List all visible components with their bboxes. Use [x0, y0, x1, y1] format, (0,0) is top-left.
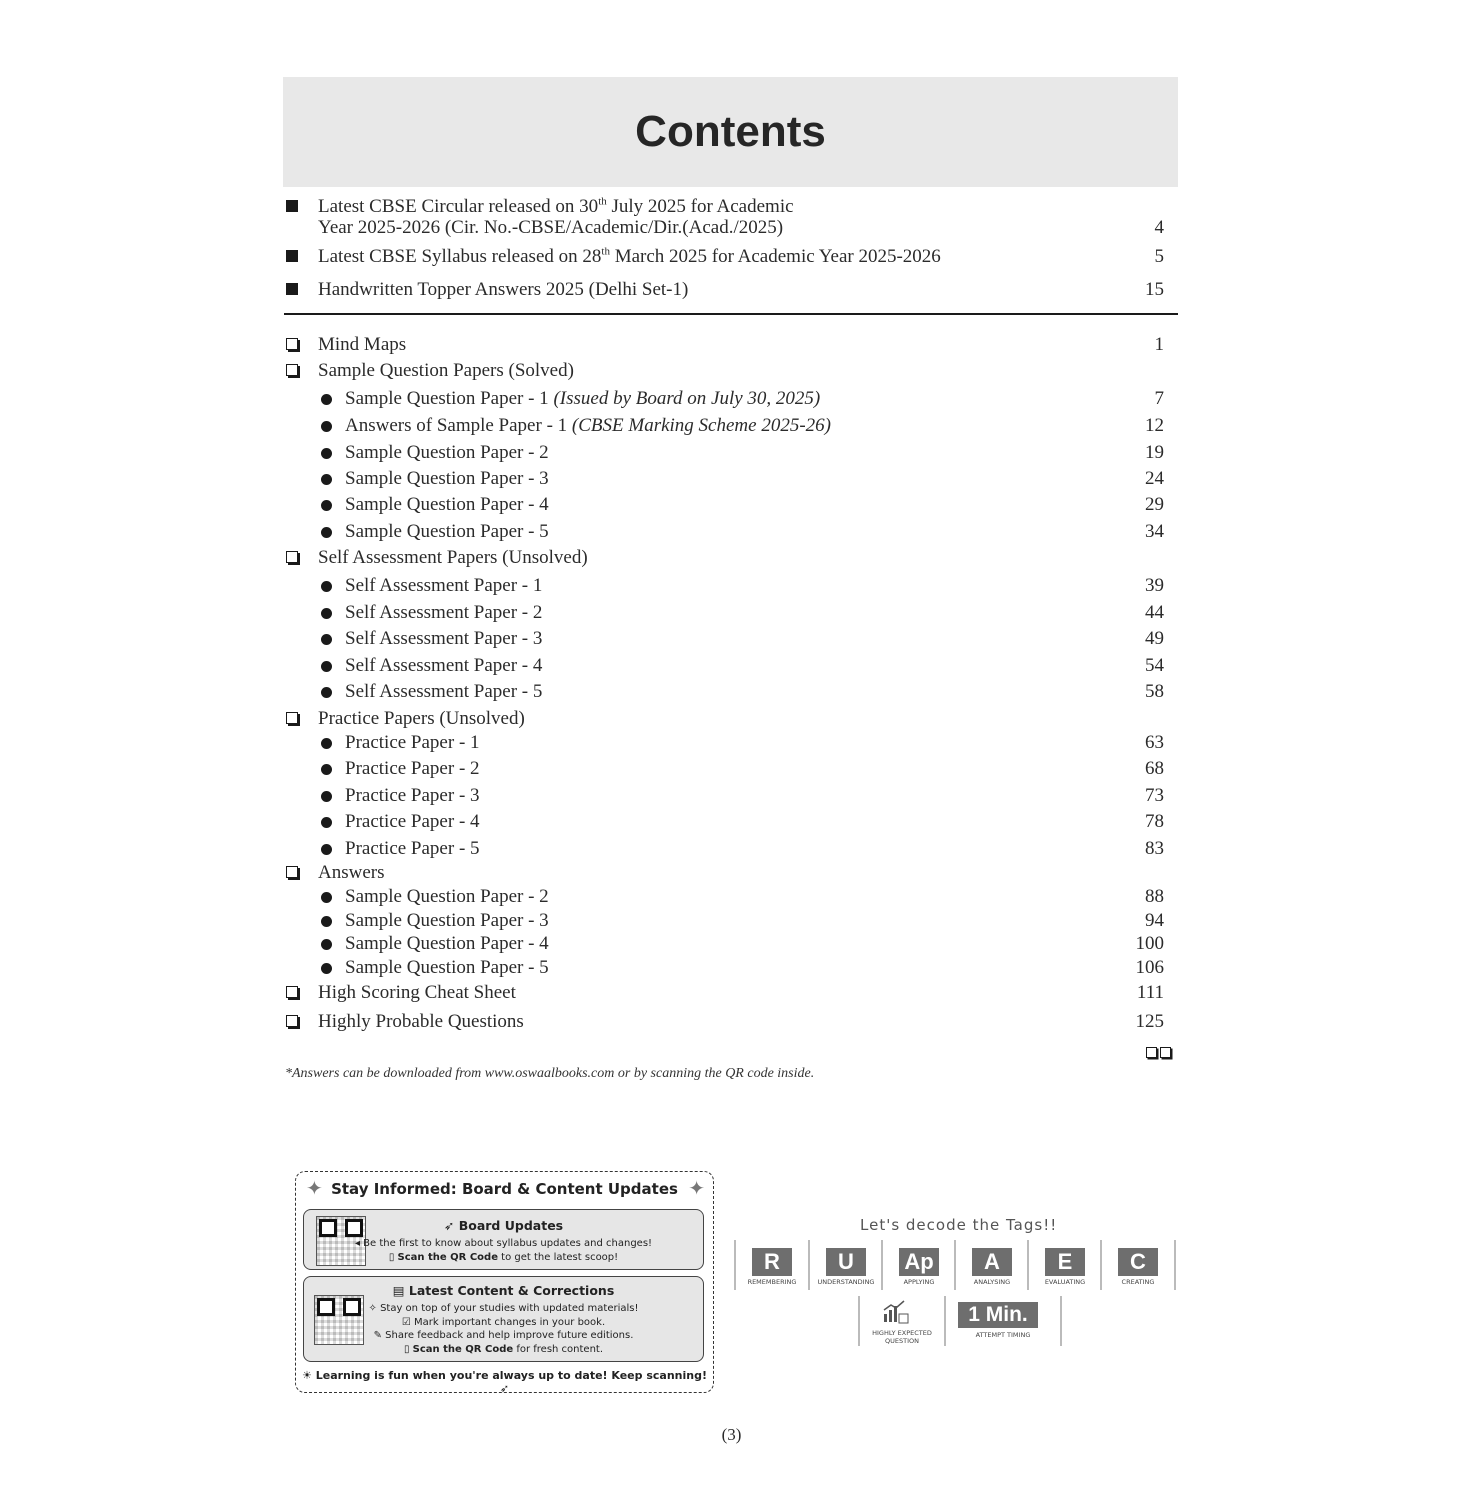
- filled-square-icon: [286, 250, 298, 262]
- tag-letter: A: [972, 1248, 1012, 1276]
- toc-text: Self Assessment Paper - 1: [345, 575, 543, 596]
- info-box-title: Stay Informed: Board & Content Updates: [331, 1180, 678, 1198]
- page-number: 68: [1145, 758, 1164, 779]
- bullet-icon: [321, 661, 332, 672]
- rocket-icon: ➶: [443, 1218, 459, 1233]
- page-number: 1: [1154, 334, 1164, 355]
- tag-evaluating: [1027, 1240, 1101, 1290]
- toc-text: Sample Question Paper - 5: [345, 957, 549, 978]
- lightbulb-icon: ☀: [302, 1369, 316, 1382]
- tag-label: ANALYSING: [973, 1278, 1011, 1286]
- tag-label: APPLYING: [903, 1278, 935, 1286]
- board-updates-title: ➶ Board Updates: [443, 1218, 564, 1233]
- board-updates-panel: [303, 1209, 704, 1270]
- tags-legend-title: Let's decode the Tags!!: [860, 1216, 1058, 1234]
- toc-text: Sample Question Paper - 2: [345, 886, 549, 907]
- contents-header: [283, 77, 1178, 187]
- open-square-icon: [286, 551, 298, 563]
- tag-letter: U: [826, 1248, 866, 1276]
- page-number: 7: [1154, 388, 1164, 409]
- books-icon: ▤: [392, 1283, 409, 1298]
- bullet-icon: [321, 421, 332, 432]
- tag-label: EVALUATING: [1044, 1278, 1086, 1286]
- page-number: 111: [1136, 982, 1164, 1003]
- page-number: 100: [1135, 933, 1164, 954]
- page-number: 24: [1145, 468, 1164, 489]
- page-number: 19: [1145, 442, 1164, 463]
- toc-text: Sample Question Paper - 3: [345, 468, 549, 489]
- toc-text: Year 2025-2026 (Cir. No.-CBSE/Academic/Dir.(Acad./2025): [318, 217, 784, 238]
- toc-text: Practice Paper - 1: [345, 732, 480, 753]
- party-popper-icon: ✦: [306, 1176, 323, 1200]
- bullet-icon: [321, 916, 332, 927]
- tag-label: UNDERSTANDING: [817, 1278, 875, 1286]
- page-number: 15: [1145, 279, 1164, 300]
- bullet-icon: [321, 474, 332, 485]
- bullet-icon: [321, 394, 332, 405]
- open-square-icon: [286, 712, 298, 724]
- tag-label: REMEMBERING: [747, 1278, 797, 1286]
- bullet-icon: [321, 817, 332, 828]
- info-box-footer: ☀ Learning is fun when you're always up to date! Keep scanning! ➶: [302, 1369, 707, 1395]
- tag-label: QUESTION: [885, 1337, 919, 1345]
- divider: [284, 313, 1178, 315]
- page-number: 94: [1145, 910, 1164, 931]
- tag-letter: C: [1118, 1248, 1158, 1276]
- tag-label: ATTEMPT TIMING: [975, 1331, 1031, 1339]
- toc-text: Sample Question Paper - 4: [345, 933, 549, 954]
- chat-icon: ✎: [373, 1330, 386, 1341]
- tag-letter: Ap: [899, 1248, 939, 1276]
- page-number: 49: [1145, 628, 1164, 649]
- toc-text: Sample Question Paper - 4: [345, 494, 549, 515]
- phone-icon: ▯: [403, 1344, 413, 1355]
- check-icon: ☑: [401, 1317, 415, 1328]
- page-number: 78: [1145, 811, 1164, 832]
- page-number: 125: [1135, 1011, 1164, 1032]
- sparkle-icon: ✧: [368, 1303, 381, 1314]
- phone-icon: ▯: [388, 1252, 398, 1263]
- latest-content-line: ☑ Mark important changes in your book.: [401, 1317, 606, 1328]
- tag-timing-value: 1 Min.: [958, 1302, 1038, 1328]
- bullet-icon: [321, 892, 332, 903]
- bullet-icon: [321, 963, 332, 974]
- open-square-icon: [286, 1015, 298, 1027]
- page-number-footer: (3): [721, 1425, 742, 1444]
- tag-understanding: [808, 1240, 882, 1290]
- toc-text: High Scoring Cheat Sheet: [318, 982, 516, 1003]
- bullet-icon: [321, 687, 332, 698]
- bullet-icon: [321, 791, 332, 802]
- toc-text: Practice Paper - 5: [345, 838, 480, 859]
- page-number: 39: [1145, 575, 1164, 596]
- latest-content-line: ✧ Stay on top of your studies with updated materials!: [368, 1303, 639, 1314]
- toc-text: Mind Maps: [318, 334, 407, 355]
- page-number: 44: [1145, 602, 1164, 623]
- bullet-icon: [321, 608, 332, 619]
- toc-text: Sample Question Paper - 5: [345, 521, 549, 542]
- tag-remembering: [734, 1240, 808, 1290]
- bullet-icon: [321, 738, 332, 749]
- toc-text: Self Assessment Paper - 3: [345, 628, 543, 649]
- tag-highly-expected: [858, 1296, 944, 1346]
- page-number: 5: [1154, 246, 1164, 267]
- megaphone-icon: ◂: [354, 1238, 364, 1249]
- tag-letter: E: [1045, 1248, 1085, 1276]
- page-number: 29: [1145, 494, 1164, 515]
- bullet-icon: [321, 634, 332, 645]
- bullet-icon: [321, 939, 332, 950]
- tag-analysing: [954, 1240, 1028, 1290]
- page-number: 54: [1145, 655, 1164, 676]
- tag-applying: [881, 1240, 955, 1290]
- latest-content-panel: [303, 1276, 704, 1362]
- toc-text: Practice Paper - 2: [345, 758, 480, 779]
- page-number: 63: [1145, 732, 1164, 753]
- bullet-icon: [321, 764, 332, 775]
- filled-square-icon: [286, 200, 298, 212]
- open-square-icon: [286, 866, 298, 878]
- bullet-icon: [321, 500, 332, 511]
- page-number: 83: [1145, 838, 1164, 859]
- toc-text: Self Assessment Paper - 5: [345, 681, 543, 702]
- bullet-icon: [321, 527, 332, 538]
- latest-content-title: ▤ Latest Content & Corrections: [392, 1283, 615, 1298]
- board-updates-line: ◂ Be the first to know about syllabus updates and changes!: [354, 1238, 653, 1249]
- footnote: *Answers can be downloaded from www.oswaalbooks.com or by scanning the QR code inside.: [285, 1066, 815, 1081]
- toc-text: Sample Question Paper - 2: [345, 442, 549, 463]
- page-number: 88: [1145, 886, 1164, 907]
- toc-text: Sample Question Paper - 3: [345, 910, 549, 931]
- toc-text: Sample Question Paper - 1 (Issued by Board on July 30, 2025): [345, 388, 821, 409]
- tag-letter: R: [752, 1248, 792, 1276]
- bullet-icon: [321, 844, 332, 855]
- party-popper-icon: ✦: [688, 1176, 705, 1200]
- toc-text: Self Assessment Papers (Unsolved): [318, 547, 588, 568]
- toc-text: Answers: [318, 862, 385, 883]
- toc-text: Practice Paper - 4: [345, 811, 480, 832]
- tag-label: HIGHLY EXPECTED: [872, 1329, 932, 1337]
- tag-creating: [1100, 1240, 1176, 1290]
- toc-text: Practice Papers (Unsolved): [318, 708, 525, 729]
- toc-text: Self Assessment Paper - 4: [345, 655, 543, 676]
- bar-chart-icon: [882, 1300, 910, 1324]
- toc-text: Handwritten Topper Answers 2025 (Delhi Set-1): [318, 279, 689, 300]
- bullet-icon: [321, 581, 332, 592]
- latest-content-line: ✎ Share feedback and help improve future editions.: [373, 1330, 634, 1341]
- page-number: 34: [1145, 521, 1164, 542]
- toc-text: Latest CBSE Circular released on 30th July 2025 for Academic: [318, 195, 794, 217]
- page-number: 73: [1145, 785, 1164, 806]
- toc-text: Answers of Sample Paper - 1 (CBSE Marking Scheme 2025-26): [345, 415, 831, 436]
- open-square-icon: [286, 986, 298, 998]
- filled-square-icon: [286, 283, 298, 295]
- toc-text: Self Assessment Paper - 2: [345, 602, 543, 623]
- toc-text: Highly Probable Questions: [318, 1011, 524, 1032]
- open-square-icon: [286, 364, 298, 376]
- toc-text: Latest CBSE Syllabus released on 28th March 2025 for Academic Year 2025-2026: [318, 245, 941, 267]
- page-number: 106: [1135, 957, 1164, 978]
- board-updates-line: ▯ Scan the QR Code to get the latest scoop!: [388, 1252, 619, 1263]
- page-number: 12: [1145, 415, 1164, 436]
- toc-text: Sample Question Papers (Solved): [318, 360, 574, 381]
- tag-attempt-timing: [944, 1296, 1062, 1346]
- page-number: 58: [1145, 681, 1164, 702]
- bullet-icon: [321, 448, 332, 459]
- rocket-icon: ➶: [499, 1382, 510, 1395]
- tag-label: CREATING: [1121, 1278, 1155, 1286]
- toc-text: Practice Paper - 3: [345, 785, 480, 806]
- page-title: Contents: [635, 107, 826, 156]
- latest-content-line: ▯ Scan the QR Code for fresh content.: [403, 1344, 604, 1355]
- page-number: 4: [1154, 217, 1164, 238]
- end-mark-icon: [1146, 1045, 1174, 1063]
- open-square-icon: [286, 338, 298, 350]
- updates-info-box: [295, 1171, 714, 1393]
